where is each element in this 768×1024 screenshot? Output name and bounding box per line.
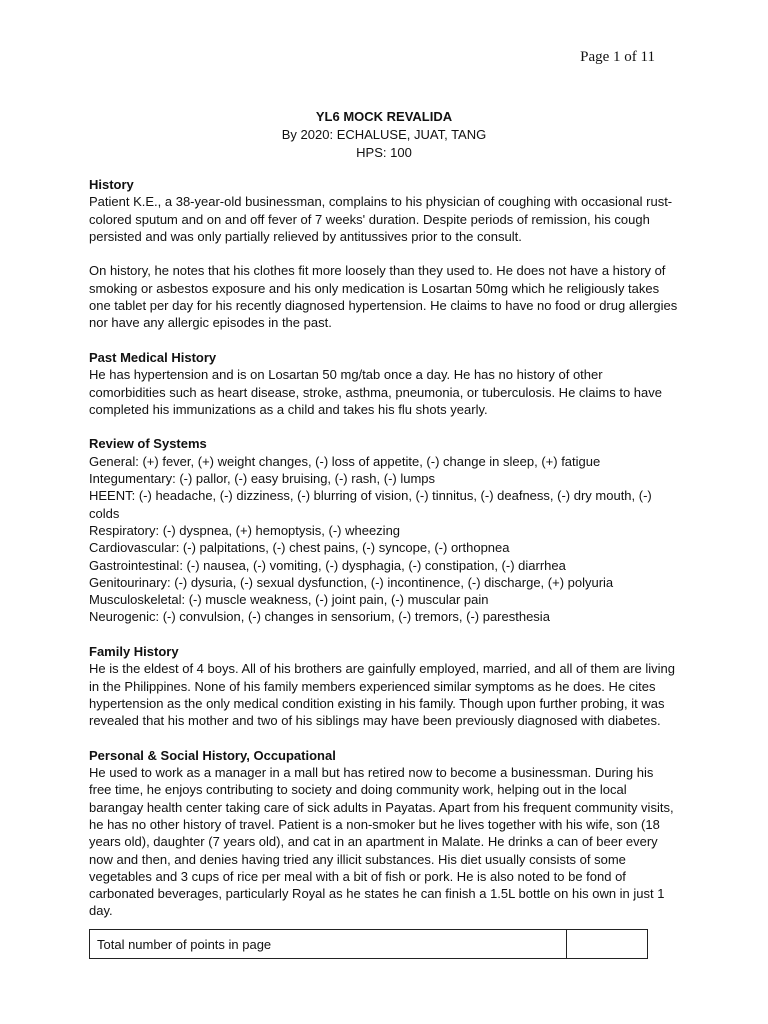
points-label: Total number of points in page bbox=[90, 930, 567, 959]
document-header bbox=[0, 108, 768, 162]
points-table bbox=[89, 929, 648, 959]
section-heading: Personal & Social History, Occupational bbox=[89, 747, 336, 763]
section-heading: History bbox=[89, 177, 134, 192]
points-row bbox=[90, 930, 648, 959]
ros-line: Integumentary: (-) pallor, (-) easy bruising, (-) rash, (-) lumps bbox=[89, 471, 436, 487]
ros-line: Neurogenic: (-) convulsion, (-) changes in sensorium, (-) tremors, (-) paresthesia bbox=[89, 609, 550, 625]
ros-line: Musculoskeletal: (-) muscle weakness, (-) joint pain, (-) muscular pain bbox=[89, 592, 489, 608]
section-heading: Family History bbox=[89, 644, 179, 660]
personal-social-history-section bbox=[89, 747, 679, 920]
document-body bbox=[89, 176, 679, 937]
page-number: Page 1 of 11 bbox=[580, 49, 655, 65]
highest-possible-score: HPS: 100 bbox=[356, 145, 412, 160]
review-of-systems-section bbox=[89, 435, 679, 625]
document-title: YL6 MOCK REVALIDA bbox=[315, 109, 453, 124]
section-heading: Past Medical History bbox=[89, 349, 217, 365]
section-paragraph: He has hypertension and is on Losartan 50 mg/tab once a day. He has no history of other comorbidities such as heart disease, stroke, asthma, pneumonia, or tuberculosis. He claims to have completed his immunizations as a child and takes his flu shots yearly. bbox=[89, 367, 662, 417]
ros-line: Gastrointestinal: (-) nausea, (-) vomiting, (-) dysphagia, (-) constipation, (-) diarrhea bbox=[89, 557, 566, 573]
history-paragraph: On history, he notes that his clothes fit more loosely than they used to. He does not have a history of smoking or asbestos exposure and his only medication is Losartan 50mg which he religiously takes one tablet per day for his recently diagnosed hypertension. He claims to have no food or drug allergies nor have any allergic episodes in the past. bbox=[89, 263, 678, 331]
ros-line: General: (+) fever, (+) weight changes, (-) loss of appetite, (-) change in sleep, (+) fatigue bbox=[89, 453, 601, 469]
history-paragraph: Patient K.E., a 38-year-old businessman, complains to his physician of coughing with occasional rust-colored sputum and on and off fever of 7 weeks' duration. Despite periods of remission, his cough persisted and was only partially relieved by antitussives prior to the consult. bbox=[89, 194, 673, 244]
past-medical-history-section bbox=[89, 349, 679, 418]
ros-line: Genitourinary: (-) dysuria, (-) sexual dysfunction, (-) incontinence, (-) discharge, (+) polyuria bbox=[89, 574, 614, 590]
points-score-cell[interactable] bbox=[567, 930, 648, 959]
family-history-section bbox=[89, 643, 679, 729]
ros-line: Cardiovascular: (-) palpitations, (-) chest pains, (-) syncope, (-) orthopnea bbox=[89, 540, 510, 556]
document-authors: By 2020: ECHALUSE, JUAT, TANG bbox=[281, 127, 487, 142]
section-paragraph: He used to work as a manager in a mall but has retired now to become a businessman. During his free time, he enjoys contributing to society and doing community work, helping out in the local barangay health center taking care of sick adults in Payatas. Apart from his frequent community visits, he has no other history of travel. Patient is a non-smoker but he lives together with his wife, son (18 years old), daughter (7 years old), and cat in an apartment in Malate. He drinks a can of beer every now and then, and denies having tried any illicit substances. His diet usually consists of some vegetables and 3 cups of rice per meal with a bit of fish or pork. He is also noted to be fond of carbonated beverages, particularly Royal as he states he can finish a 1.5L bottle on his own in just 1 day. bbox=[89, 765, 674, 919]
section-heading: Review of Systems bbox=[89, 436, 207, 452]
history-section bbox=[89, 176, 679, 332]
section-paragraph: He is the eldest of 4 boys. All of his brothers are gainfully employed, married, and all of them are living in the Philippines. None of his family members experienced similar symptoms as he does. He cites hypertension as the only medical condition existing in his family. Though upon further probing, it was revealed that his mother and two of his siblings may have been previously diagnosed with diabetes. bbox=[89, 661, 676, 729]
ros-line: Respiratory: (-) dyspnea, (+) hemoptysis, (-) wheezing bbox=[89, 522, 401, 538]
ros-line: HEENT: (-) headache, (-) dizziness, (-) blurring of vision, (-) tinnitus, (-) deafness, (-) dry mouth, (-) colds bbox=[89, 488, 652, 521]
